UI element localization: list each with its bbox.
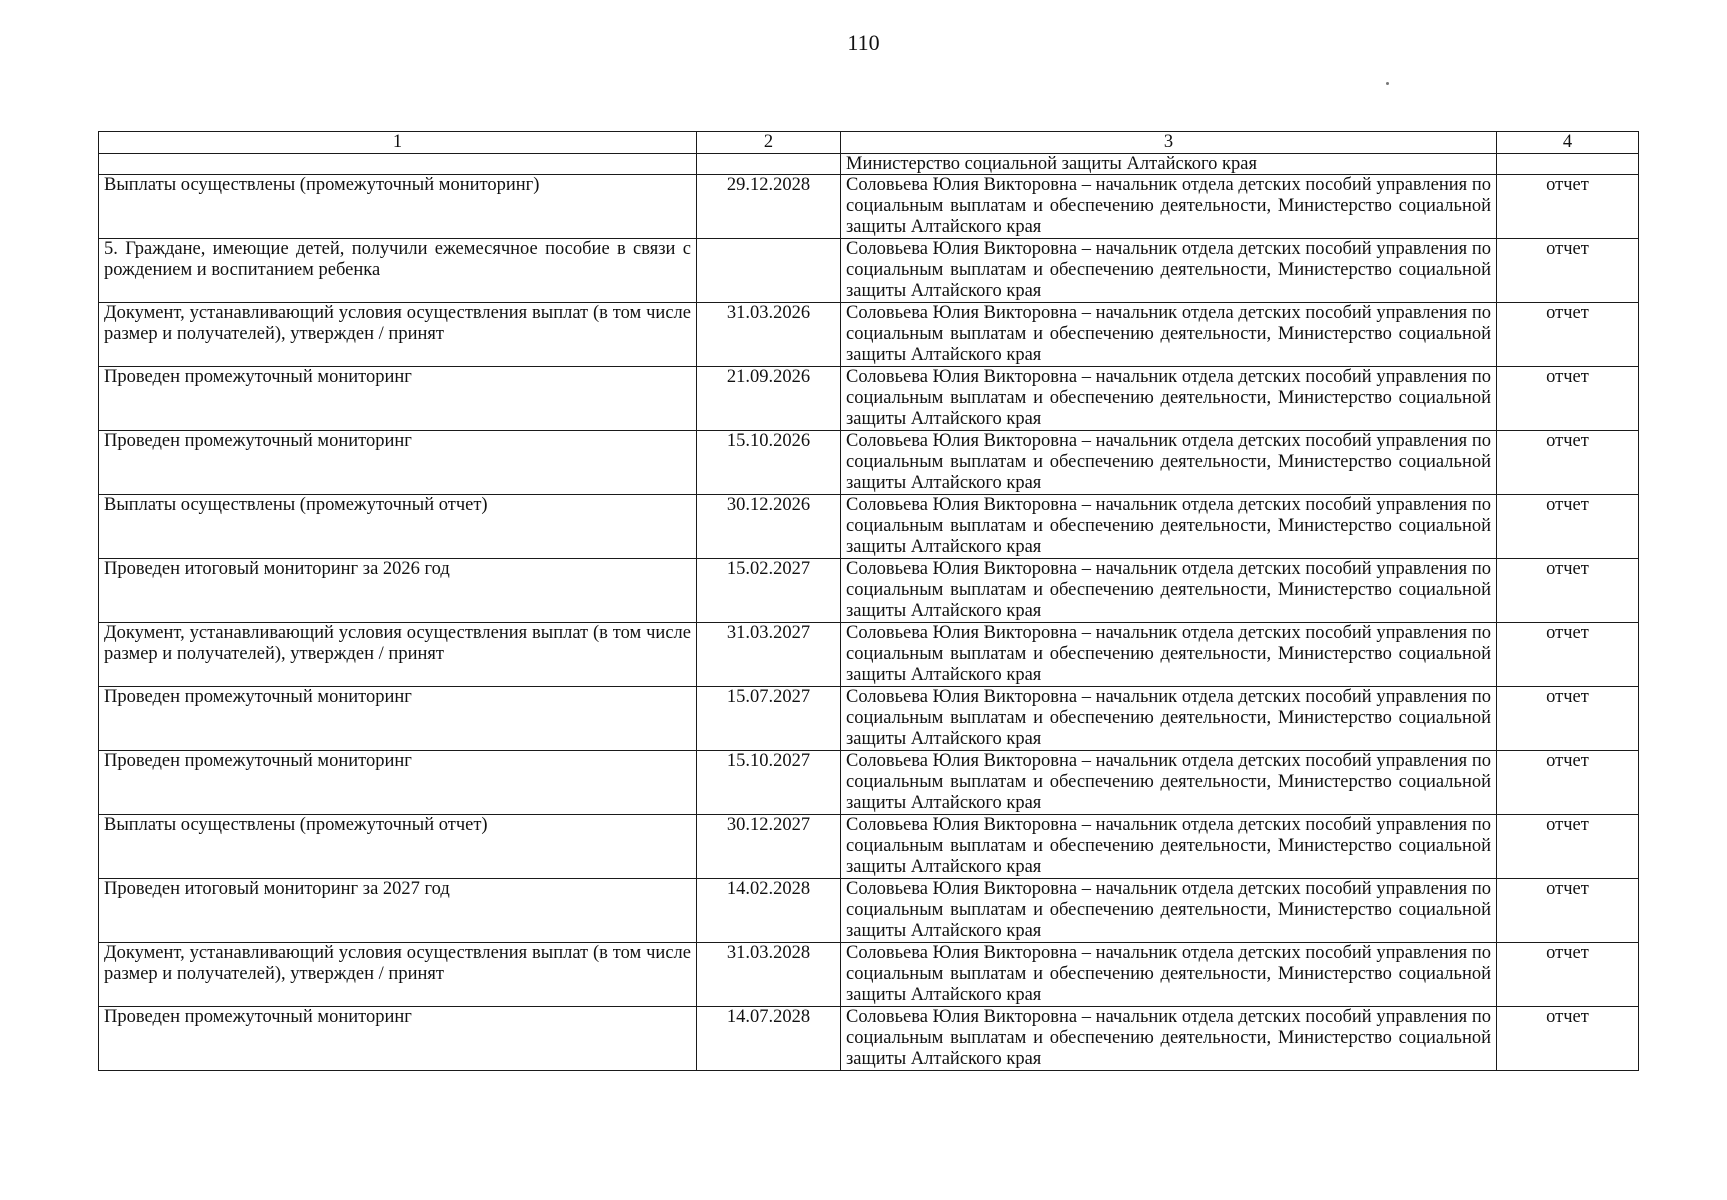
document-type-cell: отчет: [1497, 623, 1639, 687]
date-cell: 15.10.2026: [697, 431, 841, 495]
date-cell: 31.03.2027: [697, 623, 841, 687]
document-type-cell: отчет: [1497, 1007, 1639, 1071]
continuation-responsible: Министерство социальной защиты Алтайского края: [841, 154, 1497, 175]
table-row: [99, 687, 1639, 751]
table-row: [99, 815, 1639, 879]
schedule-table: [98, 131, 1639, 1071]
table-row: [99, 175, 1639, 239]
document-type-cell: отчет: [1497, 815, 1639, 879]
document-type-cell: отчет: [1497, 559, 1639, 623]
responsible-cell: Соловьева Юлия Викторовна – начальник отдела детских пособий управления по социальным выплатам и обеспечению деятельности, Министерство социальной защиты Алтайского края: [841, 495, 1497, 559]
scan-dot: [1386, 82, 1389, 85]
responsible-cell: Соловьева Юлия Викторовна – начальник отдела детских пособий управления по социальным выплатам и обеспечению деятельности, Министерство социальной защиты Алтайского края: [841, 367, 1497, 431]
document-type-cell: отчет: [1497, 879, 1639, 943]
responsible-cell: Соловьева Юлия Викторовна – начальник отдела детских пособий управления по социальным выплатам и обеспечению деятельности, Министерство социальной защиты Алтайского края: [841, 431, 1497, 495]
document-type-cell: отчет: [1497, 687, 1639, 751]
date-cell: 15.07.2027: [697, 687, 841, 751]
date-cell: 31.03.2028: [697, 943, 841, 1007]
table-row: [99, 303, 1639, 367]
event-cell: 5. Граждане, имеющие детей, получили ежемесячное пособие в связи с рождением и воспитанием ребенка: [99, 239, 697, 303]
event-cell: Документ, устанавливающий условия осуществления выплат (в том числе размер и получателей), утвержден / принят: [99, 623, 697, 687]
event-cell: Документ, устанавливающий условия осуществления выплат (в том числе размер и получателей), утвержден / принят: [99, 943, 697, 1007]
date-cell: 14.07.2028: [697, 1007, 841, 1071]
event-cell: Выплаты осуществлены (промежуточный отчет): [99, 815, 697, 879]
date-cell: 15.02.2027: [697, 559, 841, 623]
event-cell: Выплаты осуществлены (промежуточный отчет): [99, 495, 697, 559]
responsible-cell: Соловьева Юлия Викторовна – начальник отдела детских пособий управления по социальным выплатам и обеспечению деятельности, Министерство социальной защиты Алтайского края: [841, 623, 1497, 687]
date-cell: 14.02.2028: [697, 879, 841, 943]
event-cell: Проведен промежуточный мониторинг: [99, 1007, 697, 1071]
continuation-col4: [1497, 154, 1639, 175]
event-cell: Проведен промежуточный мониторинг: [99, 367, 697, 431]
table-row: [99, 559, 1639, 623]
date-cell: 29.12.2028: [697, 175, 841, 239]
date-cell: 21.09.2026: [697, 367, 841, 431]
responsible-cell: Соловьева Юлия Викторовна – начальник отдела детских пособий управления по социальным выплатам и обеспечению деятельности, Министерство социальной защиты Алтайского края: [841, 687, 1497, 751]
column-number-1: 1: [99, 132, 697, 154]
document-type-cell: отчет: [1497, 495, 1639, 559]
date-cell: [697, 239, 841, 303]
responsible-cell: Соловьева Юлия Викторовна – начальник отдела детских пособий управления по социальным выплатам и обеспечению деятельности, Министерство социальной защиты Алтайского края: [841, 879, 1497, 943]
date-cell: 30.12.2027: [697, 815, 841, 879]
event-cell: Проведен итоговый мониторинг за 2027 год: [99, 879, 697, 943]
document-type-cell: отчет: [1497, 175, 1639, 239]
table-row: [99, 623, 1639, 687]
responsible-cell: Соловьева Юлия Викторовна – начальник отдела детских пособий управления по социальным выплатам и обеспечению деятельности, Министерство социальной защиты Алтайского края: [841, 559, 1497, 623]
event-cell: Проведен промежуточный мониторинг: [99, 751, 697, 815]
table-row: [99, 943, 1639, 1007]
document-type-cell: отчет: [1497, 943, 1639, 1007]
document-type-cell: отчет: [1497, 431, 1639, 495]
event-cell: Документ, устанавливающий условия осуществления выплат (в том числе размер и получателей), утвержден / принят: [99, 303, 697, 367]
responsible-cell: Соловьева Юлия Викторовна – начальник отдела детских пособий управления по социальным выплатам и обеспечению деятельности, Министерство социальной защиты Алтайского края: [841, 175, 1497, 239]
event-cell: Проведен промежуточный мониторинг: [99, 431, 697, 495]
document-type-cell: отчет: [1497, 751, 1639, 815]
column-number-row: [99, 132, 1639, 154]
table-row: [99, 367, 1639, 431]
responsible-cell: Соловьева Юлия Викторовна – начальник отдела детских пособий управления по социальным выплатам и обеспечению деятельности, Министерство социальной защиты Алтайского края: [841, 239, 1497, 303]
column-number-3: 3: [841, 132, 1497, 154]
document-type-cell: отчет: [1497, 303, 1639, 367]
page-number: 110: [847, 30, 880, 55]
document-type-cell: отчет: [1497, 367, 1639, 431]
column-number-2: 2: [697, 132, 841, 154]
responsible-cell: Соловьева Юлия Викторовна – начальник отдела детских пособий управления по социальным выплатам и обеспечению деятельности, Министерство социальной защиты Алтайского края: [841, 815, 1497, 879]
date-cell: 15.10.2027: [697, 751, 841, 815]
column-number-4: 4: [1497, 132, 1639, 154]
document-type-cell: отчет: [1497, 239, 1639, 303]
table-row: [99, 495, 1639, 559]
event-cell: Выплаты осуществлены (промежуточный мониторинг): [99, 175, 697, 239]
table-row: [99, 879, 1639, 943]
table-body: [99, 132, 1639, 1071]
continuation-col2: [697, 154, 841, 175]
responsible-cell: Соловьева Юлия Викторовна – начальник отдела детских пособий управления по социальным выплатам и обеспечению деятельности, Министерство социальной защиты Алтайского края: [841, 751, 1497, 815]
responsible-cell: Соловьева Юлия Викторовна – начальник отдела детских пособий управления по социальным выплатам и обеспечению деятельности, Министерство социальной защиты Алтайского края: [841, 303, 1497, 367]
continuation-col1: [99, 154, 697, 175]
date-cell: 31.03.2026: [697, 303, 841, 367]
table-row: [99, 751, 1639, 815]
table-row: [99, 239, 1639, 303]
continuation-row: [99, 154, 1639, 175]
responsible-cell: Соловьева Юлия Викторовна – начальник отдела детских пособий управления по социальным выплатам и обеспечению деятельности, Министерство социальной защиты Алтайского края: [841, 943, 1497, 1007]
event-cell: Проведен промежуточный мониторинг: [99, 687, 697, 751]
table-row: [99, 431, 1639, 495]
event-cell: Проведен итоговый мониторинг за 2026 год: [99, 559, 697, 623]
table-row: [99, 1007, 1639, 1071]
responsible-cell: Соловьева Юлия Викторовна – начальник отдела детских пособий управления по социальным выплатам и обеспечению деятельности, Министерство социальной защиты Алтайского края: [841, 1007, 1497, 1071]
date-cell: 30.12.2026: [697, 495, 841, 559]
